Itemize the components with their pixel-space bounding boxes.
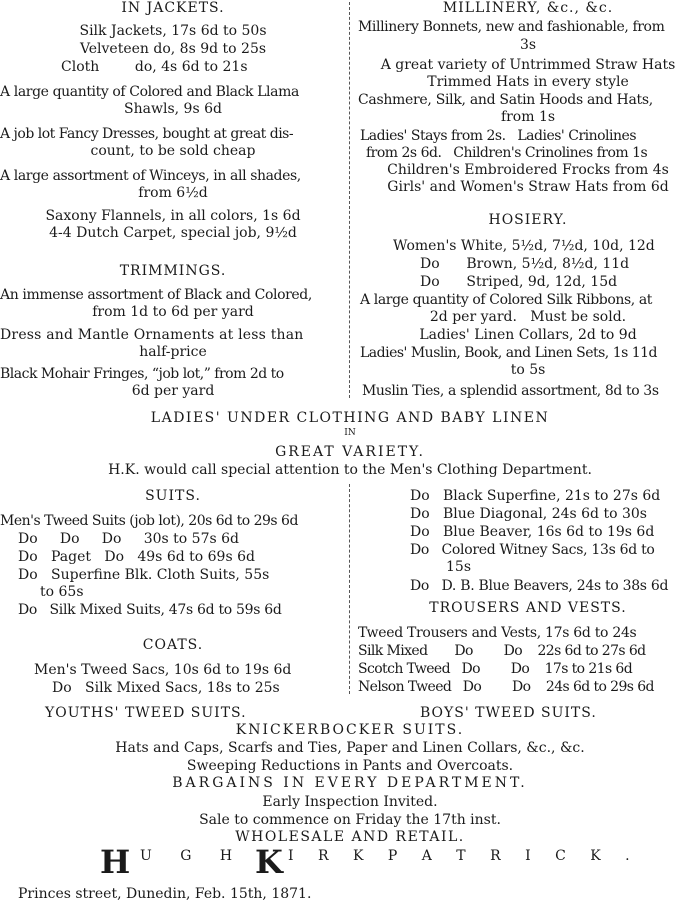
hosiery-heading: HOSIERY. — [488, 212, 568, 228]
millinery-line: Girls' and Women's Straw Hats from 6d — [387, 179, 669, 195]
bargains-line: BARGAINS IN EVERY DEPARTMENT. — [172, 775, 528, 791]
trousers-line: Silk Mixed Do Do 22s 6d to 27s 6d — [358, 643, 646, 659]
millinery-line: 3s — [519, 37, 537, 53]
jackets-line: A large assortment of Winceys, in all shades, — [0, 168, 301, 184]
suits-line: to 65s — [40, 584, 84, 600]
millinery-heading: MILLINERY, &c., &c. — [442, 0, 614, 16]
trousers-heading: TROUSERS AND VESTS. — [429, 600, 627, 616]
coats-line: Do Silk Mixed Sacs, 18s to 25s — [52, 680, 280, 696]
signature-initial-h: H — [100, 843, 131, 881]
trimmings-line: Black Mohair Fringes, “job lot,” from 2d to — [0, 366, 284, 382]
jackets-heading: IN JACKETS. — [121, 0, 225, 16]
boys-heading: BOYS' TWEED SUITS. — [420, 705, 597, 721]
hosiery-line: Ladies' Linen Collars, 2d to 9d — [419, 327, 637, 343]
millinery-line: Ladies' Stays from 2s. Ladies' Crinolines — [360, 128, 636, 144]
banner-in: IN — [344, 428, 356, 438]
trimmings-line: An immense assortment of Black and Colored, — [0, 287, 312, 303]
hosiery-line: to 5s — [510, 362, 546, 378]
suits-line: Do Silk Mixed Suits, 47s 6d to 59s 6d — [18, 602, 282, 618]
hosiery-line: Do Brown, 5½d, 8½d, 11d — [420, 256, 630, 272]
early-inspection-line: Early Inspection Invited. — [262, 794, 438, 810]
millinery-line: from 2s 6d. Children's Crinolines from 1s — [366, 145, 648, 161]
millinery-line: Children's Embroidered Frocks from 4s — [387, 162, 669, 178]
trimmings-line: Dress and Mantle Ornaments at less than — [0, 327, 304, 343]
jackets-line: A large quantity of Colored and Black Llama — [0, 84, 299, 100]
banner-title: LADIES' UNDER CLOTHING AND BABY LINEN — [150, 410, 550, 426]
sweeping-line: Sweeping Reductions in Pants and Overcoats. — [186, 758, 514, 774]
banner-attention: H.K. would call special attention to the Men's Clothing Department. — [108, 462, 592, 478]
top-column-divider — [349, 2, 350, 398]
jackets-line: Shawls, 9s 6d — [124, 101, 222, 117]
right-suits-line: 15s — [446, 559, 471, 575]
youths-heading: YOUTHS' TWEED SUITS. — [45, 705, 247, 721]
right-suits-line: Do Colored Witney Sacs, 13s 6d to — [410, 542, 655, 558]
hats-line: Hats and Caps, Scarfs and Ties, Paper and Linen Collars, &c., &c. — [115, 740, 585, 756]
trousers-line: Scotch Tweed Do Do 17s to 21s 6d — [358, 661, 633, 677]
trimmings-line: 6d per yard — [131, 383, 215, 399]
signature-initial-k: K — [255, 843, 283, 881]
middle-column-divider — [349, 484, 350, 694]
right-suits-line: Do Black Superfine, 21s to 27s 6d — [410, 488, 661, 504]
hosiery-line: A large quantity of Colored Silk Ribbons, at — [360, 292, 653, 308]
trousers-line: Nelson Tweed Do Do 24s 6d to 29s 6d — [358, 679, 654, 695]
jackets-line: A job lot Fancy Dresses, bought at great dis- — [0, 126, 294, 142]
jackets-line: from 6½d — [138, 185, 208, 201]
hosiery-line: Women's White, 5½d, 7½d, 10d, 12d — [393, 238, 655, 254]
signature-rest: I R K P A T R I C K . — [288, 848, 640, 864]
millinery-line: A great variety of Untrimmed Straw Hats — [380, 57, 676, 73]
coats-line: Men's Tweed Sacs, 10s 6d to 19s 6d — [34, 662, 292, 678]
right-suits-line: Do Blue Diagonal, 24s 6d to 30s — [410, 506, 647, 522]
right-suits-line: Do D. B. Blue Beavers, 24s to 38s 6d — [410, 578, 669, 594]
trousers-line: Tweed Trousers and Vests, 17s 6d to 24s — [358, 625, 637, 641]
hosiery-line: Muslin Ties, a splendid assortment, 8d to 3s — [362, 383, 659, 399]
suits-line: Do Paget Do 49s 6d to 69s 6d — [18, 549, 255, 565]
suits-heading: SUITS. — [145, 488, 201, 504]
suits-line: Do Do Do 30s to 57s 6d — [18, 531, 239, 547]
millinery-line: Trimmed Hats in every style — [427, 74, 629, 90]
hosiery-line: Do Striped, 9d, 12d, 15d — [420, 274, 618, 290]
jackets-line: Cloth do, 4s 6d to 21s — [61, 59, 248, 75]
millinery-line: from 1s — [500, 109, 556, 125]
jackets-line: Silk Jackets, 17s 6d to 50s — [79, 23, 267, 39]
coats-heading: COATS. — [142, 637, 204, 653]
hosiery-line: Ladies' Muslin, Book, and Linen Sets, 1s 11d — [360, 345, 658, 361]
jackets-line: 4-4 Dutch Carpet, special job, 9½d — [49, 225, 297, 241]
right-suits-line: Do Blue Beaver, 16s 6d to 19s 6d — [410, 524, 655, 540]
trimmings-line: from 1d to 6d per yard — [92, 304, 254, 320]
address-line: Princes street, Dunedin, Feb. 15th, 1871. — [18, 886, 312, 902]
jackets-line: Velveteen do, 8s 9d to 25s — [79, 41, 267, 57]
hosiery-line: 2d per yard. Must be sold. — [429, 309, 627, 325]
suits-line: Do Superfine Blk. Cloth Suits, 55s — [18, 567, 270, 583]
jackets-line: Saxony Flannels, in all colors, 1s 6d — [45, 208, 301, 224]
jackets-line: count, to be sold cheap — [90, 143, 256, 159]
trimmings-heading: TRIMMINGS. — [119, 263, 227, 279]
trimmings-line: half-price — [139, 344, 207, 360]
sale-line: Sale to commence on Friday the 17th inst. — [199, 812, 501, 828]
millinery-line: Cashmere, Silk, and Satin Hoods and Hats, — [358, 92, 653, 108]
wholesale-line: WHOLESALE AND RETAIL. — [235, 829, 465, 845]
suits-line: Men's Tweed Suits (job lot), 20s 6d to 29s 6d — [0, 513, 298, 529]
millinery-line: Millinery Bonnets, new and fashionable, from — [358, 19, 665, 35]
banner-variety: GREAT VARIETY. — [275, 444, 425, 460]
signature-ugh: U G H — [140, 848, 245, 864]
knickerbocker-heading: KNICKERBOCKER SUITS. — [235, 722, 465, 738]
